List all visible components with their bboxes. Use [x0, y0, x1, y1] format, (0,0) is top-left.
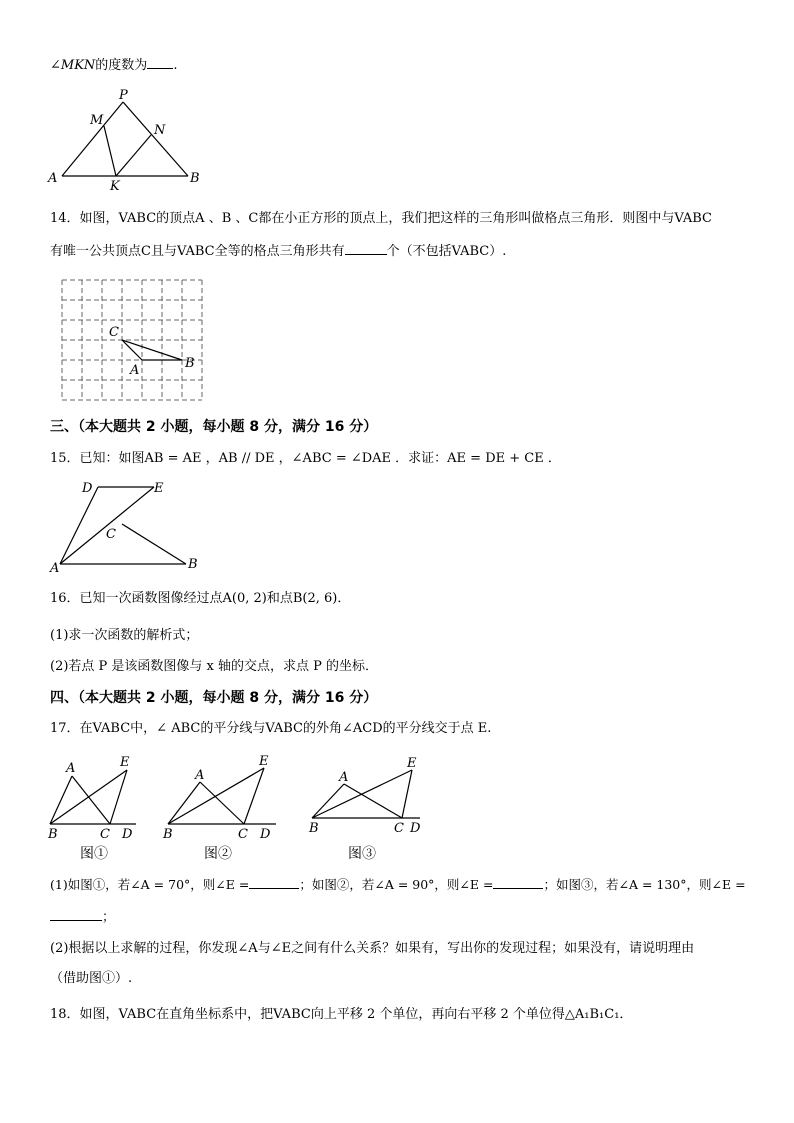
- fig14-grid: [62, 280, 202, 400]
- q14-line2b: 个（不包括VABC）.: [386, 244, 507, 259]
- fig17-1-seg-CE: [110, 770, 127, 824]
- fig17-2-label-E: E: [259, 754, 269, 769]
- fig17-caption-3: 图③: [348, 846, 376, 862]
- fig17-3-seg-BA: [312, 784, 344, 818]
- fig14-label-A: A: [130, 363, 140, 378]
- figure-17-1: [40, 752, 150, 864]
- fig13-seg-MK: [104, 126, 116, 176]
- q14-line1: 14．如图，VABC的顶点A 、B 、C都在小正方形的顶点上，我们把这样的三角形叫做格点三角形．则图中与VABC: [50, 211, 712, 226]
- q13-answer-blank[interactable]: [147, 56, 173, 69]
- fig17-3-seg-CE: [402, 770, 412, 818]
- fig17-1-label-B: B: [48, 827, 58, 842]
- fig14-seg-CB: [122, 340, 182, 360]
- fig17-1-label-A: A: [66, 761, 76, 776]
- q13-text: 的度数为: [95, 58, 148, 73]
- q14-line2a: 有唯一公共顶点C且与VABC全等的格点三角形共有: [50, 244, 345, 259]
- q17-p1c: ；如图③，若∠A = 130°，则∠E =: [543, 877, 746, 892]
- fig15-label-D: D: [82, 481, 93, 496]
- figure-17-3: [302, 752, 432, 864]
- q17-p1d: ；: [102, 910, 116, 925]
- fig17-caption-2: 图②: [204, 846, 232, 862]
- q17-stem: 17．在VABC中，∠ ABC的平分线与VABC的外角∠ACD的平分线交于点 E.: [50, 721, 492, 736]
- q16-part1: (1)求一次函数的解析式；: [50, 628, 199, 643]
- fig17-3-label-D: D: [410, 821, 421, 836]
- figure-17-2: [158, 752, 288, 864]
- figure-15: [42, 476, 212, 576]
- fig17-2-label-B: B: [163, 827, 173, 842]
- q17-blank-2[interactable]: [493, 876, 543, 889]
- fig17-3-seg-BE: [312, 770, 412, 818]
- fig13-label-K: K: [110, 179, 120, 194]
- fig13-seg-KN: [116, 135, 151, 176]
- fig17-2-label-C: C: [238, 827, 248, 842]
- fig13-label-N: N: [154, 123, 166, 138]
- fig17-1-seg-AC: [72, 776, 110, 824]
- section-3-heading: 三、（本大题共 2 小题，每小题 8 分，满分 16 分）: [50, 419, 378, 435]
- fig13-label-M: M: [90, 113, 104, 128]
- q16-stem: 16．已知一次函数图像经过点A(0, 2)和点B(2, 6)．: [50, 591, 351, 606]
- fig17-3-label-E: E: [407, 756, 417, 771]
- q16-part2: (2)若点 P 是该函数图像与 x 轴的交点，求点 P 的坐标．: [50, 659, 379, 674]
- fig15-label-E: E: [154, 481, 164, 496]
- fig17-1-label-C: C: [100, 827, 110, 842]
- q15-text: 15．已知：如图AB = AE ，AB // DE ，∠ABC = ∠DAE ．求证：AE = DE + CE ．: [50, 451, 561, 466]
- fig17-2-seg-BE: [168, 768, 264, 824]
- fig13-label-B: B: [190, 171, 200, 186]
- q17-blank-3[interactable]: [50, 908, 102, 921]
- fig17-2-label-A: A: [195, 768, 205, 783]
- q13-angle: ∠MKN: [50, 58, 96, 73]
- q14-answer-blank[interactable]: [345, 242, 387, 255]
- figure-14: [50, 270, 210, 410]
- q14-line2: [50, 242, 506, 261]
- figure-13: [40, 84, 220, 194]
- fig17-3-label-B: B: [309, 821, 319, 836]
- q13-end: .: [173, 58, 178, 73]
- fig15-seg-BC: [122, 524, 186, 564]
- fig14-label-C: C: [109, 325, 119, 340]
- q17-p1a: (1)如图①，若∠A = 70°，则∠E =: [50, 877, 250, 892]
- fig17-2-seg-BA: [168, 782, 200, 824]
- q17-blank-1[interactable]: [249, 876, 299, 889]
- section-4-heading: 四、（本大题共 2 小题，每小题 8 分，满分 16 分）: [50, 690, 378, 706]
- fig17-3-label-A: A: [339, 770, 349, 785]
- q13-tail: [50, 56, 177, 75]
- fig17-1-label-D: D: [122, 827, 133, 842]
- fig15-label-A: A: [50, 561, 60, 576]
- fig13-label-P: P: [119, 88, 128, 103]
- fig15-label-C: C: [106, 527, 116, 542]
- fig17-2-seg-CE: [244, 768, 264, 824]
- q17-part2-line2: （借助图①）.: [50, 971, 133, 986]
- fig14-label-B: B: [185, 356, 195, 371]
- fig17-2-label-D: D: [260, 827, 271, 842]
- fig17-3-label-C: C: [394, 821, 404, 836]
- fig15-seg-AD: [60, 487, 98, 564]
- q17-part1-cont: [50, 908, 115, 927]
- fig15-seg-AE: [60, 487, 154, 564]
- fig17-2-seg-AC: [200, 782, 244, 824]
- fig17-1-label-E: E: [120, 755, 130, 770]
- fig15-label-B: B: [188, 557, 198, 572]
- q18-text: 18．如图，VABC在直角坐标系中，把VABC向上平移 2 个单位，再向右平移 2 个单位得△A₁B₁C₁．: [50, 1007, 633, 1022]
- fig17-caption-1: 图①: [80, 846, 108, 862]
- fig17-1-seg-BE: [50, 770, 127, 824]
- q17-part1: [50, 876, 746, 894]
- q17-p1b: ；如图②，若∠A = 90°，则∠E =: [299, 877, 494, 892]
- q17-part2-line1: (2)根据以上求解的过程，你发现∠A与∠E之间有什么关系？如果有，写出你的发现过程；如果没有，请说明理由: [50, 941, 695, 956]
- fig13-seg-PB: [123, 102, 188, 176]
- fig13-label-A: A: [48, 171, 58, 186]
